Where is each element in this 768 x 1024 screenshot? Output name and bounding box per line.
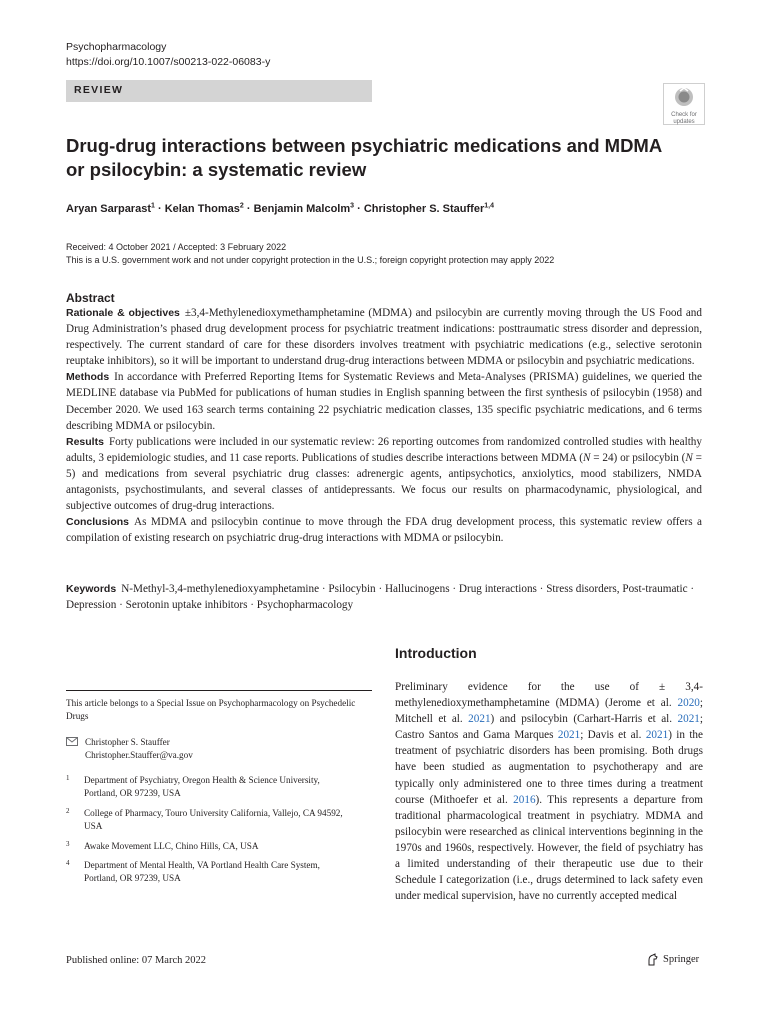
results-text: Forty publications were included in our systematic review: 26 reporting outcomes from randomized controlled studies with healthy adults, 3 epidemiologic studies, and 11 case reports. Publications of studies describe interactions between MDMA ( [66, 435, 702, 464]
author-separator: · [243, 203, 254, 215]
affiliation-number: 2 [66, 807, 70, 815]
doi-link[interactable]: https://doi.org/10.1007/s00213-022-06083-y [66, 56, 271, 68]
abstract-conclusions [66, 514, 702, 546]
author-affiliation-marker: 1 [151, 202, 155, 210]
abstract-results [66, 434, 702, 514]
article-title: Drug-drug interactions between psychiatric medications and MDMA or psilocybin: a systematic review [66, 135, 662, 180]
journal-name: Psychopharmacology [66, 41, 167, 53]
journal-header [66, 40, 270, 70]
publisher-name: Springer [663, 954, 700, 965]
citation-link[interactable]: 2020 [677, 697, 700, 710]
copyright-notice: This is a U.S. government work and not under copyright protection in the U.S.; foreign copyright protection may apply 2022 [66, 255, 555, 265]
author-separator: · [354, 203, 364, 215]
footnote-divider [66, 690, 372, 691]
corresponding-email[interactable]: Christopher.Stauffer@va.gov [85, 750, 193, 760]
affiliation-text: Awake Movement LLC, Chino Hills, CA, USA [84, 841, 259, 851]
introduction-heading: Introduction [395, 645, 477, 661]
received-accepted: Received: 4 October 2021 / Accepted: 3 February 2022 [66, 242, 287, 252]
abstract-methods [66, 369, 702, 433]
abstract-body [66, 305, 702, 546]
citation-link[interactable]: 2021 [557, 729, 581, 742]
article-type-bar [66, 80, 372, 102]
affiliation-text: Department of Mental Health, VA Portland Health Care System, Portland, OR 97239, USA [84, 860, 320, 883]
author-list [66, 201, 726, 217]
keywords-label: Keywords [66, 583, 117, 595]
citation-link[interactable]: 2021 [677, 713, 700, 726]
rationale-label: Rationale & objectives [66, 307, 180, 319]
citation-link[interactable]: 2021 [468, 713, 491, 726]
methods-text: In accordance with Preferred Reporting Items for Systematic Reviews and Meta-Analyses (PRISMA) guidelines, we queried the MEDLINE database via PubMed for publications of human studies in English spanning between the first synthesis of psilocybin (1958) and December 2020. We used 163 search terms containing 22 psychiatric medication classes, 135 specific psychiatric medications, and 6 terms describing MDMA or psilocybin. [66, 371, 702, 432]
citation-link[interactable]: 2016 [513, 793, 536, 806]
rationale-text: ±3,4-Methylenedioxymethamphetamine (MDMA) and psilocybin are currently moving through the US Food and Drug Administration’s phased drug development process for psychiatric treatment indications: posttraumatic stress disorder and depression, respectively. The current standard of care for these disorders involves treatment with psychiatric medications (e.g., selective serotonin reuptake inhibitors), so it will be important to understand drug-drug interactions between MDMA or psilocybin and psychiatric medications. [66, 307, 702, 368]
results-text: = 5) and medications from several psychiatric drug classes: adrenergic agents, antipsychotics, anxiolytics, mood stabilizers, NMDA antagonists, psychostimulants, and several classes of antidepressants. We focus our results on pharmacodynamic, physiological, and subjective outcomes of drug-drug interactions. [66, 451, 702, 513]
results-text: = 24) or psilocybin ( [590, 451, 686, 464]
badge-text-line1: Check for [671, 112, 697, 118]
affiliation-number: 4 [66, 859, 70, 867]
intro-text: ; Castro Santos and Gama Marques [395, 713, 703, 742]
author-separator: · [154, 203, 165, 215]
affiliation-number: 1 [66, 774, 70, 782]
introduction-body [395, 679, 703, 904]
keywords-text: N-Methyl-3,4-methylenedioxyamphetamine · Psilocybin · Hallucinogens · Drug interactions · Stress disorders, Post-traumatic · Depression · Serotonin uptake inhibitors · Psychopharmacology [66, 583, 695, 612]
intro-text: Preliminary evidence for the use of ± 3,4-methylenedioxymethamphetamine (MDMA) (Jerome et al. [395, 681, 703, 710]
abstract-rationale [66, 305, 702, 369]
badge-text-line2: updates [673, 118, 695, 125]
methods-label: Methods [66, 371, 110, 384]
published-date: Published online: 07 March 2022 [66, 955, 206, 966]
author-name[interactable]: Christopher S. Stauffer [363, 203, 485, 215]
introduction-paragraph [395, 679, 703, 904]
affiliation-text: College of Pharmacy, Touro University California, Vallejo, CA 94592, USA [84, 808, 343, 831]
article-type-label: REVIEW [74, 84, 124, 96]
author-name[interactable]: Benjamin Malcolm [253, 203, 351, 215]
intro-text: ; Davis et al. [580, 729, 646, 742]
keywords [66, 581, 702, 613]
results-n-symbol: N [685, 451, 693, 464]
conclusions-label: Conclusions [66, 516, 130, 529]
intro-text: ) in the treatment of psychiatric disorders has been promising. Both drugs have been studied as augmentation to psychotherapy and are typically only administered one to three times during a treatment course (Mithoefer et al. [395, 729, 703, 806]
author-name[interactable]: Kelan Thomas [164, 203, 240, 215]
author-affiliation-marker: 1,4 [484, 202, 494, 210]
corresponding-name: Christopher S. Stauffer [85, 737, 170, 747]
author-name[interactable]: Aryan Sarparast [66, 203, 151, 215]
affiliation-text: Department of Psychiatry, Oregon Health & Science University, Portland, OR 97239, USA [84, 775, 320, 798]
author-affiliation-marker: 3 [350, 202, 355, 210]
springer-horse-icon [646, 953, 660, 967]
abstract-heading: Abstract [66, 291, 115, 305]
check-updates-icon [674, 87, 694, 107]
envelope-icon [66, 737, 78, 746]
citation-link[interactable]: 2021 [645, 729, 669, 742]
affiliation-number: 3 [66, 840, 70, 848]
intro-text: ; Mitchell et al. [395, 697, 703, 726]
conclusions-text: As MDMA and psilocybin continue to move through the FDA drug development process, this systematic review offers a compilation of existing research on psychiatric drug-drug interactions with MDMA or psilocybin. [66, 516, 702, 545]
check-for-updates-badge[interactable] [663, 83, 705, 125]
special-issue-note: This article belongs to a Special Issue on Psychopharmacology on Psychedelic Drugs [66, 698, 356, 721]
author-affiliation-marker: 2 [239, 202, 244, 210]
intro-text: ) and psilocybin (Carhart-Harris et al. [490, 713, 678, 726]
results-n-symbol: N [582, 451, 591, 464]
article-dates [66, 241, 726, 267]
results-label: Results [66, 435, 104, 448]
intro-text: ). This represents a departure from traditional pharmacological treatment in psychiatry. MDMA and psilocybin were researched as clinical interventions beginning in the 1970s and 1960s, respectively. However, the field of psychiatry has a limited understanding of their therapeutic use due to their Schedule I categorization (i.e., drugs determined to lack safety even under medical supervision, have no currently accepted medical [395, 793, 704, 903]
